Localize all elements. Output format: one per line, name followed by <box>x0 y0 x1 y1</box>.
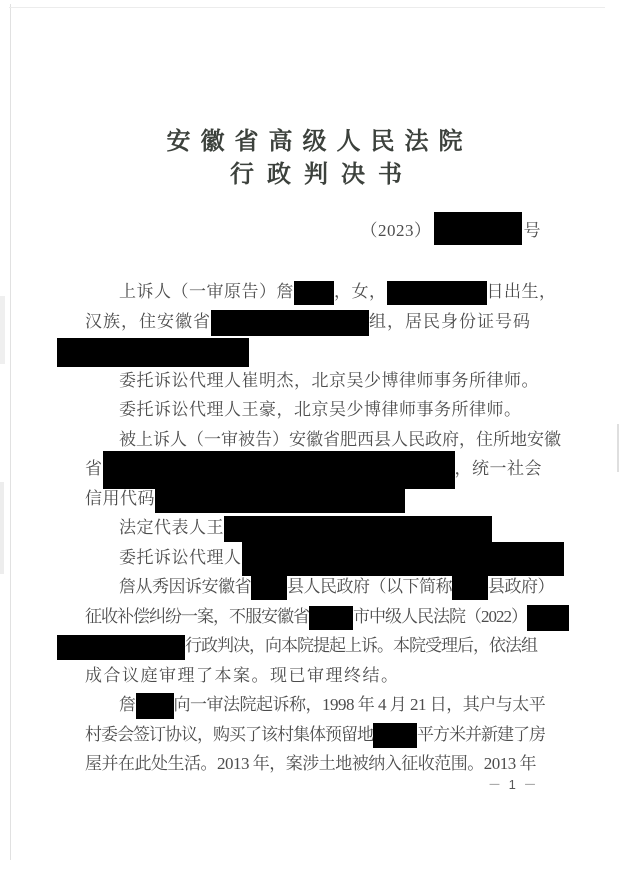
redaction-bar <box>211 310 369 336</box>
redaction-bar <box>136 693 174 719</box>
body-line <box>85 277 557 307</box>
redaction-bar <box>309 606 353 630</box>
text-run: 信用代码 <box>85 488 155 508</box>
text-run: ，统一社会 <box>454 459 542 478</box>
redaction-bar <box>387 281 487 305</box>
scan-artifact-smudge <box>0 482 4 574</box>
text-run: 委托诉讼代理人 <box>119 547 242 567</box>
doc-type-title: 行政判决书 <box>230 161 415 188</box>
body-line <box>85 720 545 750</box>
body-line <box>85 543 541 573</box>
scan-artifact-smudge <box>0 296 5 364</box>
text-run: 上诉人（一审原告）詹 <box>119 282 294 301</box>
case-number-redaction-bar <box>434 212 522 245</box>
text-run: 征收补偿纠纷一案，不服安徽省 <box>85 606 309 626</box>
page-number: － 1 － <box>488 777 539 792</box>
text-run: 省 <box>85 459 103 478</box>
body-line <box>85 572 554 602</box>
redaction-bar <box>294 281 334 305</box>
text-run: 向一审法院起诉称，1998 年 4 月 21 日，其户与太平 <box>173 695 546 714</box>
redaction-bar <box>251 576 287 600</box>
body-line <box>85 336 541 366</box>
body-line <box>85 631 541 661</box>
redaction-bar <box>57 338 249 367</box>
text-run: 行政判决，向本院提起上诉。本院受理后，依法组 <box>185 636 537 655</box>
body-line <box>85 690 546 720</box>
text-run: 组，居民身份证号码 <box>369 311 531 331</box>
body-line <box>85 602 541 632</box>
scan-artifact-horizontal-line <box>9 7 605 8</box>
body-line <box>85 395 541 425</box>
text-run: 法定代表人王 <box>119 518 224 537</box>
text-run: 屋并在此处生活。2013 年，案涉土地被纳入征收范围。2013 年 <box>85 754 536 773</box>
redaction-bar <box>155 487 405 513</box>
body-line <box>85 484 541 514</box>
case-number-line <box>85 210 541 246</box>
text-run: 市中级人民法院（2022） <box>353 606 527 626</box>
text-run: 被上诉人（一审被告）安徽省肥西县人民政府，住所地安徽 <box>119 429 561 449</box>
body-line <box>85 366 541 396</box>
redaction-bar <box>373 723 417 748</box>
text-run: 日出生， <box>486 282 557 301</box>
redaction-bar <box>242 542 564 576</box>
redaction-bar <box>527 605 569 631</box>
court-title: 安徽省高级人民法院 <box>166 128 473 155</box>
text-run: 成合议庭审理了本案。现已审理终结。 <box>85 665 400 685</box>
body-line <box>85 307 541 337</box>
text-run: 詹 <box>119 695 136 714</box>
text-run: 平方米并新建了房 <box>417 724 545 744</box>
body-line <box>85 749 541 779</box>
document-body <box>85 277 561 779</box>
redaction-bar <box>224 516 492 542</box>
text-run: 詹从秀因诉安徽省 <box>119 577 251 596</box>
text-run: 县人民政府（以下简称 <box>287 577 452 596</box>
body-line <box>85 454 541 484</box>
text-run: 委托诉讼代理人崔明杰，北京吴少博律师事务所律师。 <box>119 370 539 390</box>
text-run: 村委会签订协议，购买了该村集体预留地 <box>85 724 373 744</box>
text-run: 委托诉讼代理人王豪，北京吴少博律师事务所律师。 <box>119 400 522 419</box>
redaction-bar <box>452 576 488 600</box>
redaction-bar <box>57 635 185 660</box>
body-line <box>85 661 541 691</box>
text-run: 汉族，住安徽省 <box>85 311 211 331</box>
body-line <box>85 425 561 455</box>
case-number-suffix: 号 <box>523 220 541 240</box>
case-number-prefix: （2023） <box>360 220 432 240</box>
text-run: ，女， <box>334 282 387 301</box>
text-run: 县政府） <box>488 577 554 596</box>
body-line <box>85 513 541 543</box>
